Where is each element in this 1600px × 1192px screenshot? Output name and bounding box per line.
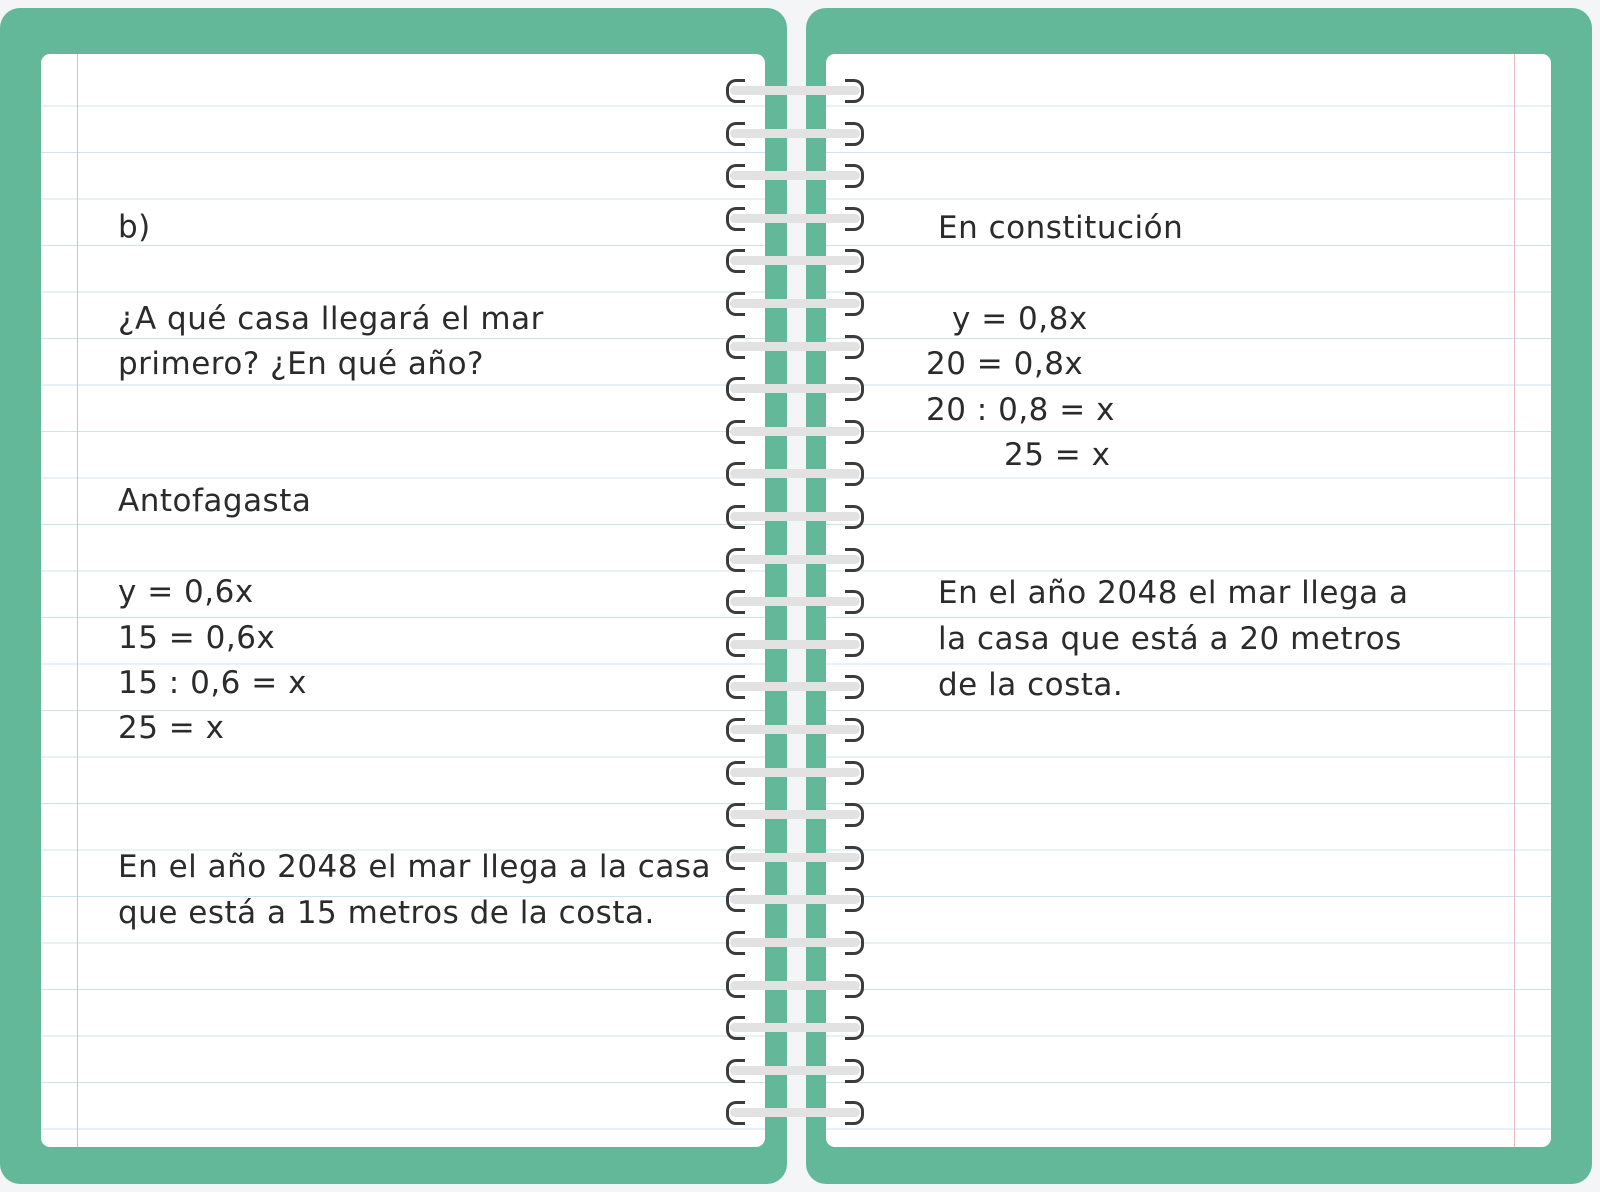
notebook-page-right — [826, 54, 1551, 1147]
spiral-ring — [720, 760, 870, 784]
conclusion-line-2: la casa que está a 20 metros — [938, 621, 1402, 657]
spiral-ring — [720, 419, 870, 443]
question-line-2: primero? ¿En qué año? — [118, 346, 485, 382]
spiral-ring — [720, 845, 870, 869]
equation-2: 15 = 0,6x — [118, 620, 276, 656]
conclusion-line-2: que está a 15 metros de la costa. — [118, 895, 655, 931]
item-label: b) — [118, 209, 151, 245]
spiral-ring — [720, 887, 870, 911]
spiral-ring — [720, 589, 870, 613]
spiral-ring — [720, 461, 870, 485]
margin-line — [77, 54, 78, 1147]
equation-1: y = 0,6x — [118, 574, 254, 610]
spiral-ring — [720, 674, 870, 698]
spiral-ring — [720, 248, 870, 272]
spiral-ring — [720, 376, 870, 400]
spiral-ring — [720, 1058, 870, 1082]
spiral-ring — [720, 163, 870, 187]
spiral-ring — [720, 717, 870, 741]
equation-4: 25 = x — [118, 710, 225, 746]
spiral-ring — [720, 334, 870, 358]
equation-4: 25 = x — [1004, 437, 1111, 473]
margin-line — [1514, 54, 1515, 1147]
equation-3: 20 : 0,8 = x — [926, 392, 1115, 428]
question-line-1: ¿A qué casa llegará el mar — [118, 301, 544, 337]
spiral-ring — [720, 504, 870, 528]
spiral-ring — [720, 802, 870, 826]
conclusion-line-3: de la costa. — [938, 667, 1124, 703]
spiral-ring — [720, 291, 870, 315]
city-heading: En constitución — [938, 210, 1184, 246]
spiral-ring — [720, 547, 870, 571]
spiral-ring — [720, 1100, 870, 1124]
city-heading: Antofagasta — [118, 483, 312, 519]
spiral-ring — [720, 632, 870, 656]
conclusion-line-1: En el año 2048 el mar llega a la casa — [118, 849, 711, 885]
spiral-ring — [720, 206, 870, 230]
spiral-ring — [720, 1015, 870, 1039]
notebook-page-left — [41, 54, 765, 1147]
spiral-ring — [720, 930, 870, 954]
equation-1: y = 0,8x — [952, 301, 1088, 337]
spiral-ring — [720, 121, 870, 145]
conclusion-line-1: En el año 2048 el mar llega a — [938, 575, 1409, 611]
equation-2: 20 = 0,8x — [926, 346, 1084, 382]
equation-3: 15 : 0,6 = x — [118, 665, 307, 701]
spiral-ring — [720, 78, 870, 102]
spiral-ring — [720, 973, 870, 997]
spiral-binding — [720, 78, 880, 1134]
